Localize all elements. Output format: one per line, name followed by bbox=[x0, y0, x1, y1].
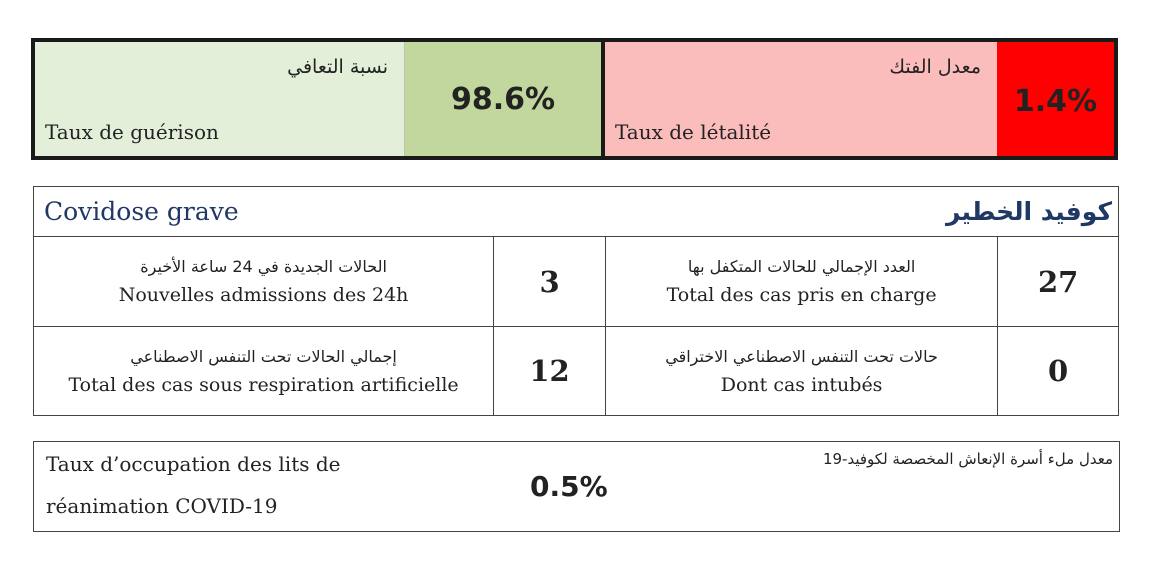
rates-table bbox=[31, 38, 1118, 160]
table-row bbox=[34, 326, 1118, 415]
fatality-rate-label-fr: Taux de létalité bbox=[615, 120, 772, 144]
recovery-rate-value: 98.6% bbox=[405, 42, 605, 156]
intubated-cases-value: 0 bbox=[997, 327, 1118, 415]
icu-occupancy-table bbox=[33, 441, 1120, 532]
recovery-rate-label-cell bbox=[35, 42, 405, 156]
fatality-rate-label-cell bbox=[605, 42, 997, 156]
covidose-title-ar: كوفيد الخطير bbox=[945, 197, 1112, 226]
total-cases-label-ar: العدد الإجمالي للحالات المتكفل بها bbox=[687, 257, 916, 276]
intubated-cases-label bbox=[605, 327, 997, 415]
new-admissions-label-fr: Nouvelles admissions des 24h bbox=[118, 284, 409, 306]
covidose-table-header bbox=[34, 187, 1118, 237]
icu-occupancy-label-ar: معدل ملء أسرة الإنعاش المخصصة لكوفيد-19 bbox=[822, 450, 1113, 468]
intubated-cases-label-ar: حالات تحت التنفس الاصطناعي الاختراقي bbox=[665, 346, 938, 366]
icu-occupancy-value: 0.5% bbox=[530, 470, 608, 503]
new-admissions-label-ar: الحالات الجديدة في 24 ساعة الأخيرة bbox=[140, 257, 387, 276]
covidose-grave-table bbox=[33, 186, 1119, 416]
total-cases-value: 27 bbox=[997, 237, 1118, 326]
table-row bbox=[34, 237, 1118, 326]
new-admissions-value: 3 bbox=[493, 237, 605, 326]
new-admissions-label bbox=[34, 237, 493, 326]
ventilation-total-label-fr: Total des cas sous respiration artificielle bbox=[68, 373, 459, 396]
ventilation-total-label-ar: إجمالي الحالات تحت التنفس الاصطناعي bbox=[130, 346, 397, 366]
icu-occupancy-label-fr-line1: Taux d’occupation des lits de bbox=[46, 452, 341, 476]
intubated-cases-label-fr: Dont cas intubés bbox=[720, 373, 883, 396]
total-cases-label bbox=[605, 237, 997, 326]
fatality-rate-label-ar: معدل الفتك bbox=[889, 56, 981, 78]
total-cases-label-fr: Total des cas pris en charge bbox=[666, 284, 937, 306]
recovery-rate-label-fr: Taux de guérison bbox=[45, 120, 219, 144]
ventilation-total-label bbox=[34, 327, 493, 415]
fatality-rate-value: 1.4% bbox=[997, 42, 1114, 156]
ventilation-total-value: 12 bbox=[493, 327, 605, 415]
covidose-title-fr: Covidose grave bbox=[44, 197, 239, 226]
recovery-rate-label-ar: نسبة التعافي bbox=[287, 56, 388, 78]
icu-occupancy-label-fr-line2: réanimation COVID-19 bbox=[46, 494, 278, 518]
